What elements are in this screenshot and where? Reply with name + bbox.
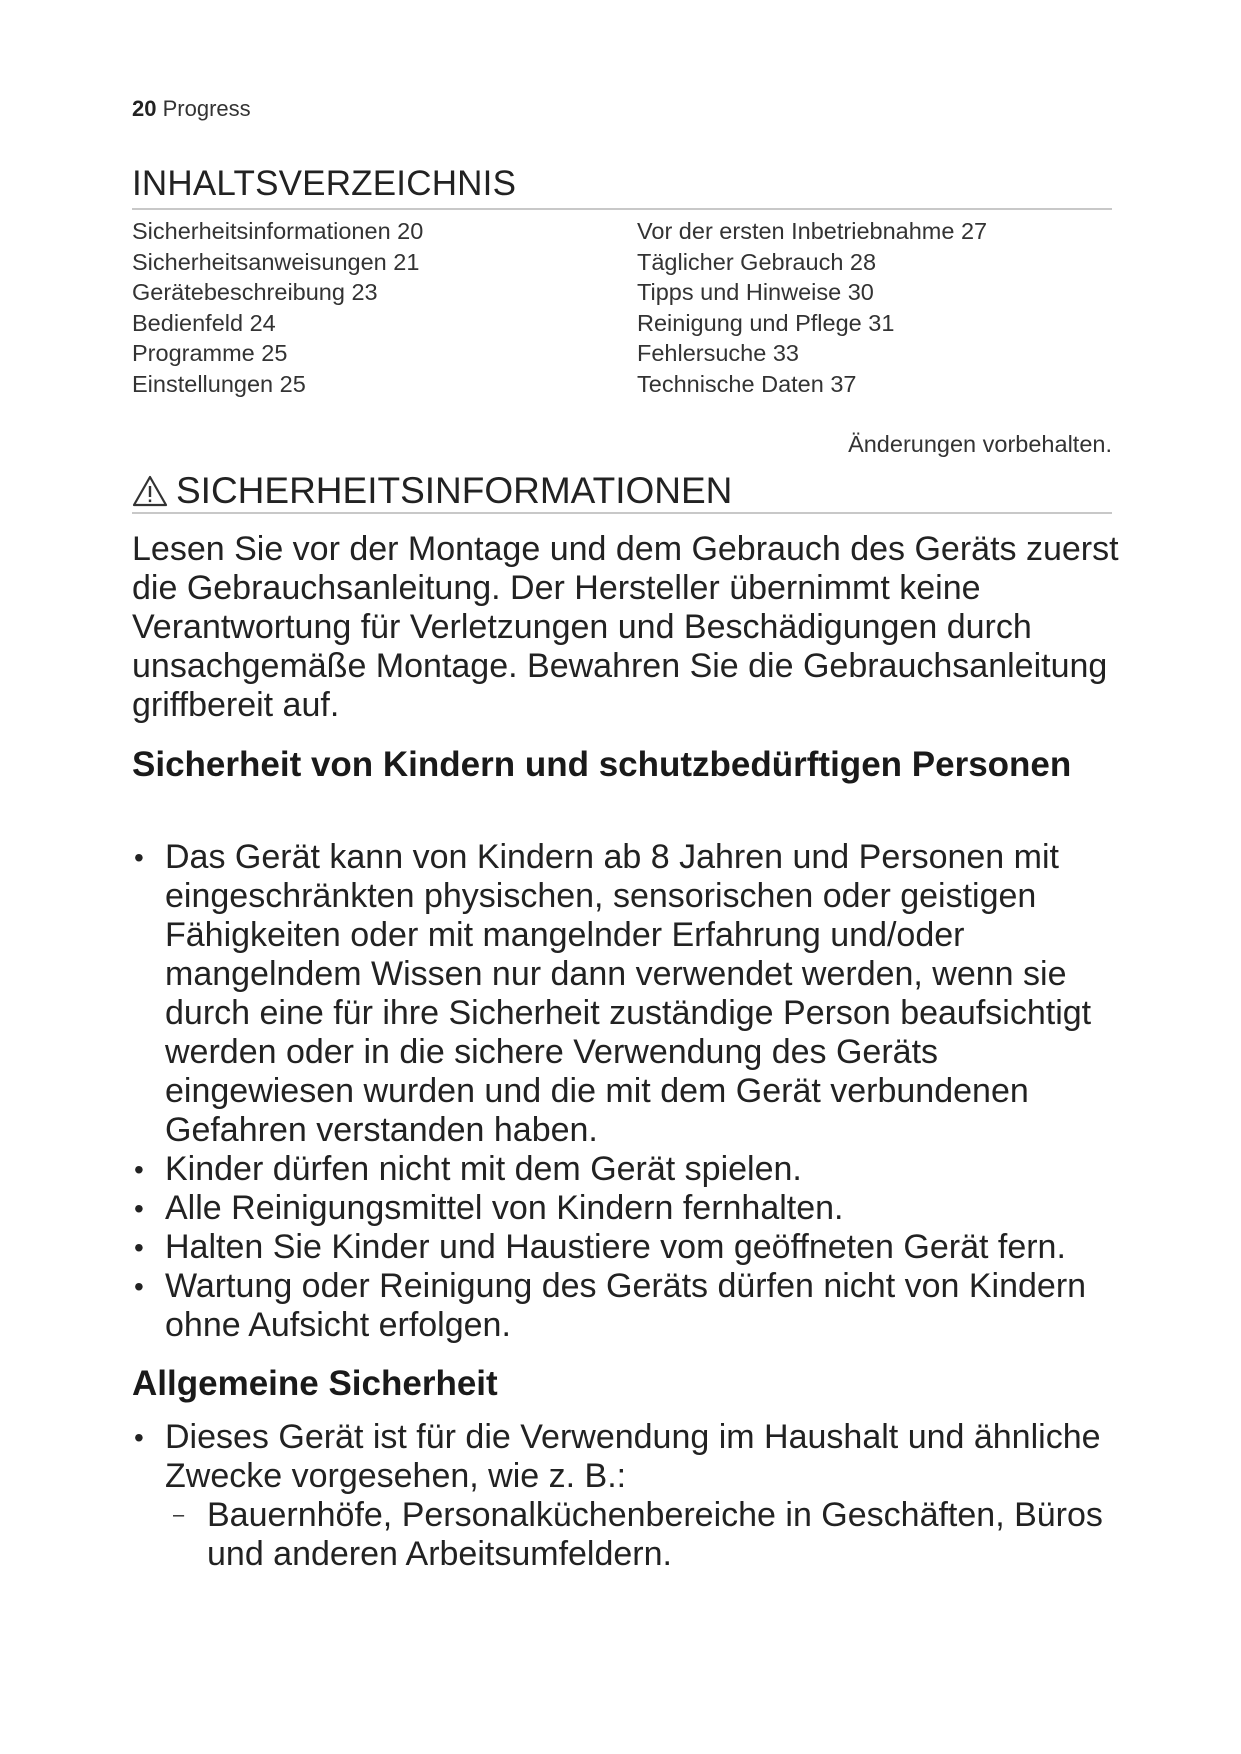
- list-item: • Kinder dürfen nicht mit dem Gerät spielen.: [132, 1150, 1122, 1189]
- running-head: [132, 96, 251, 122]
- toc-divider: [132, 208, 1112, 210]
- sub-list: [165, 1496, 1122, 1574]
- list-item: • Alle Reinigungsmittel von Kindern fernhalten.: [132, 1189, 1122, 1228]
- table-of-contents: [132, 216, 1112, 399]
- children-safety-list: [132, 838, 1122, 1345]
- toc-title: INHALTSVERZEICHNIS: [132, 164, 517, 203]
- toc-link[interactable]: Einstellungen 25: [132, 370, 306, 397]
- children-safety-heading: Sicherheit von Kindern und schutzbedürftigen Personen: [132, 745, 1072, 784]
- brand-name: Progress: [162, 96, 251, 121]
- toc-link[interactable]: Programme 25: [132, 340, 288, 366]
- toc-link[interactable]: Tipps und Hinweise 30: [637, 279, 874, 305]
- sub-list-item: – Bauernhöfe, Personalküchenbereiche in Geschäften, Büros und anderen Arbeitsumfeldern.: [165, 1496, 1122, 1574]
- safety-intro: Lesen Sie vor der Montage und dem Gebrauch des Geräts zuerst die Gebrauchsanleitung. Der Hersteller übernimmt keine Verantwortung für Verletzungen und Beschädigungen durch unsachgemäße Montage. Bewahren Sie die Gebrauchsanleitung griffbereit auf.: [132, 530, 1119, 724]
- toc-link[interactable]: Technische Daten 37: [637, 370, 857, 397]
- change-notice: Änderungen vorbehalten.: [848, 431, 1112, 457]
- toc-link[interactable]: Gerätebeschreibung 23: [132, 279, 378, 305]
- list-item-text: Dieses Gerät ist für die Verwendung im Haushalt und ähnliche Zwecke vorgesehen, wie z. B.:: [165, 1418, 1101, 1495]
- list-item: [132, 1418, 1122, 1574]
- warning-triangle-icon: [132, 475, 168, 507]
- safety-title-text: SICHERHEITSINFORMATIONEN: [176, 470, 733, 511]
- toc-link[interactable]: Fehlersuche 33: [637, 340, 799, 366]
- general-safety-heading: Allgemeine Sicherheit: [132, 1364, 498, 1403]
- toc-link[interactable]: Sicherheitsinformationen 20: [132, 218, 424, 244]
- list-item: • Halten Sie Kinder und Haustiere vom geöffneten Gerät fern.: [132, 1228, 1122, 1267]
- toc-link[interactable]: Reinigung und Pflege 31: [637, 309, 895, 336]
- toc-column-left: [132, 216, 637, 399]
- toc-link[interactable]: Sicherheitsanweisungen 21: [132, 248, 420, 275]
- toc-link[interactable]: Bedienfeld 24: [132, 309, 276, 336]
- toc-link[interactable]: Vor der ersten Inbetriebnahme 27: [637, 218, 988, 244]
- list-item: • Das Gerät kann von Kindern ab 8 Jahren und Personen mit eingeschränkten physischen, sensorischen oder geistigen Fähigkeiten oder mit mangelnder Erfahrung und/oder mangelndem Wissen nur dann verwendet werden, wenn sie durch eine für ihre Sicherheit zuständige Person beaufsichtigt werden oder in die sichere Verwendung des Geräts eingewiesen wurden und die mit dem Gerät verbundenen Gefahren verstanden haben.: [132, 838, 1122, 1150]
- safety-section-title: [132, 470, 732, 512]
- page-number: 20: [132, 96, 157, 121]
- safety-divider: [132, 512, 1112, 514]
- toc-column-right: [637, 216, 987, 399]
- general-safety-list: [132, 1418, 1122, 1574]
- toc-link[interactable]: Täglicher Gebrauch 28: [637, 248, 877, 275]
- list-item: • Wartung oder Reinigung des Geräts dürfen nicht von Kindern ohne Aufsicht erfolgen.: [132, 1267, 1122, 1345]
